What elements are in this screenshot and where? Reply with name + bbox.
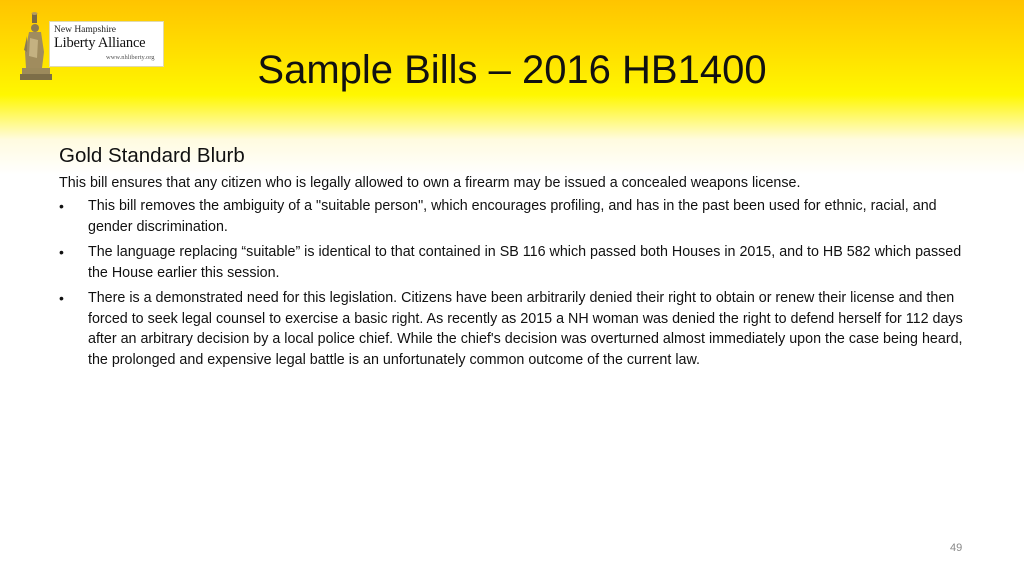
bullet-item: [59, 196, 964, 237]
bullet-item: [59, 288, 964, 370]
bullet-list: [59, 196, 964, 370]
page-number: 49: [950, 542, 963, 554]
logo-url: www.nhliberty.org: [106, 54, 155, 61]
bullet-text: This bill removes the ambiguity of a "suitable person", which encourages profiling, and has in the past been used for ethnic, racial, and gender discrimination.: [88, 198, 937, 235]
bullet-glyph: •: [59, 290, 64, 306]
slide-title: Sample Bills – 2016 HB1400: [257, 48, 767, 92]
logo-state: New Hampshire: [54, 25, 116, 35]
lead-paragraph: This bill ensures that any citizen who is legally allowed to own a firearm may be issued a concealed weapons license.: [59, 175, 801, 191]
slide-body: [59, 143, 964, 375]
bullet-text: The language replacing “suitable” is identical to that contained in SB 116 which passed both Houses in 2015, and to HB 582 which passed the House earlier this session.: [88, 244, 962, 281]
bullet-item: [59, 242, 964, 283]
bullet-text: There is a demonstrated need for this legislation. Citizens have been arbitrarily denied their right to obtain or renew their license and then forced to seek legal counsel to exercise a basic right. As recently as 2015 a NH woman was denied the right to defend herself for 112 days after an arbitrary decision by a local police chief. While the chief's decision was overturned almost immediately upon the case being heard, the prolonged and expensive legal battle is an unfortunately common outcome of the current law.: [88, 290, 963, 368]
logo-name: Liberty Alliance: [54, 35, 146, 51]
bullet-glyph: •: [59, 198, 64, 214]
bullet-glyph: •: [59, 244, 64, 260]
subheading: Gold Standard Blurb: [59, 144, 245, 167]
